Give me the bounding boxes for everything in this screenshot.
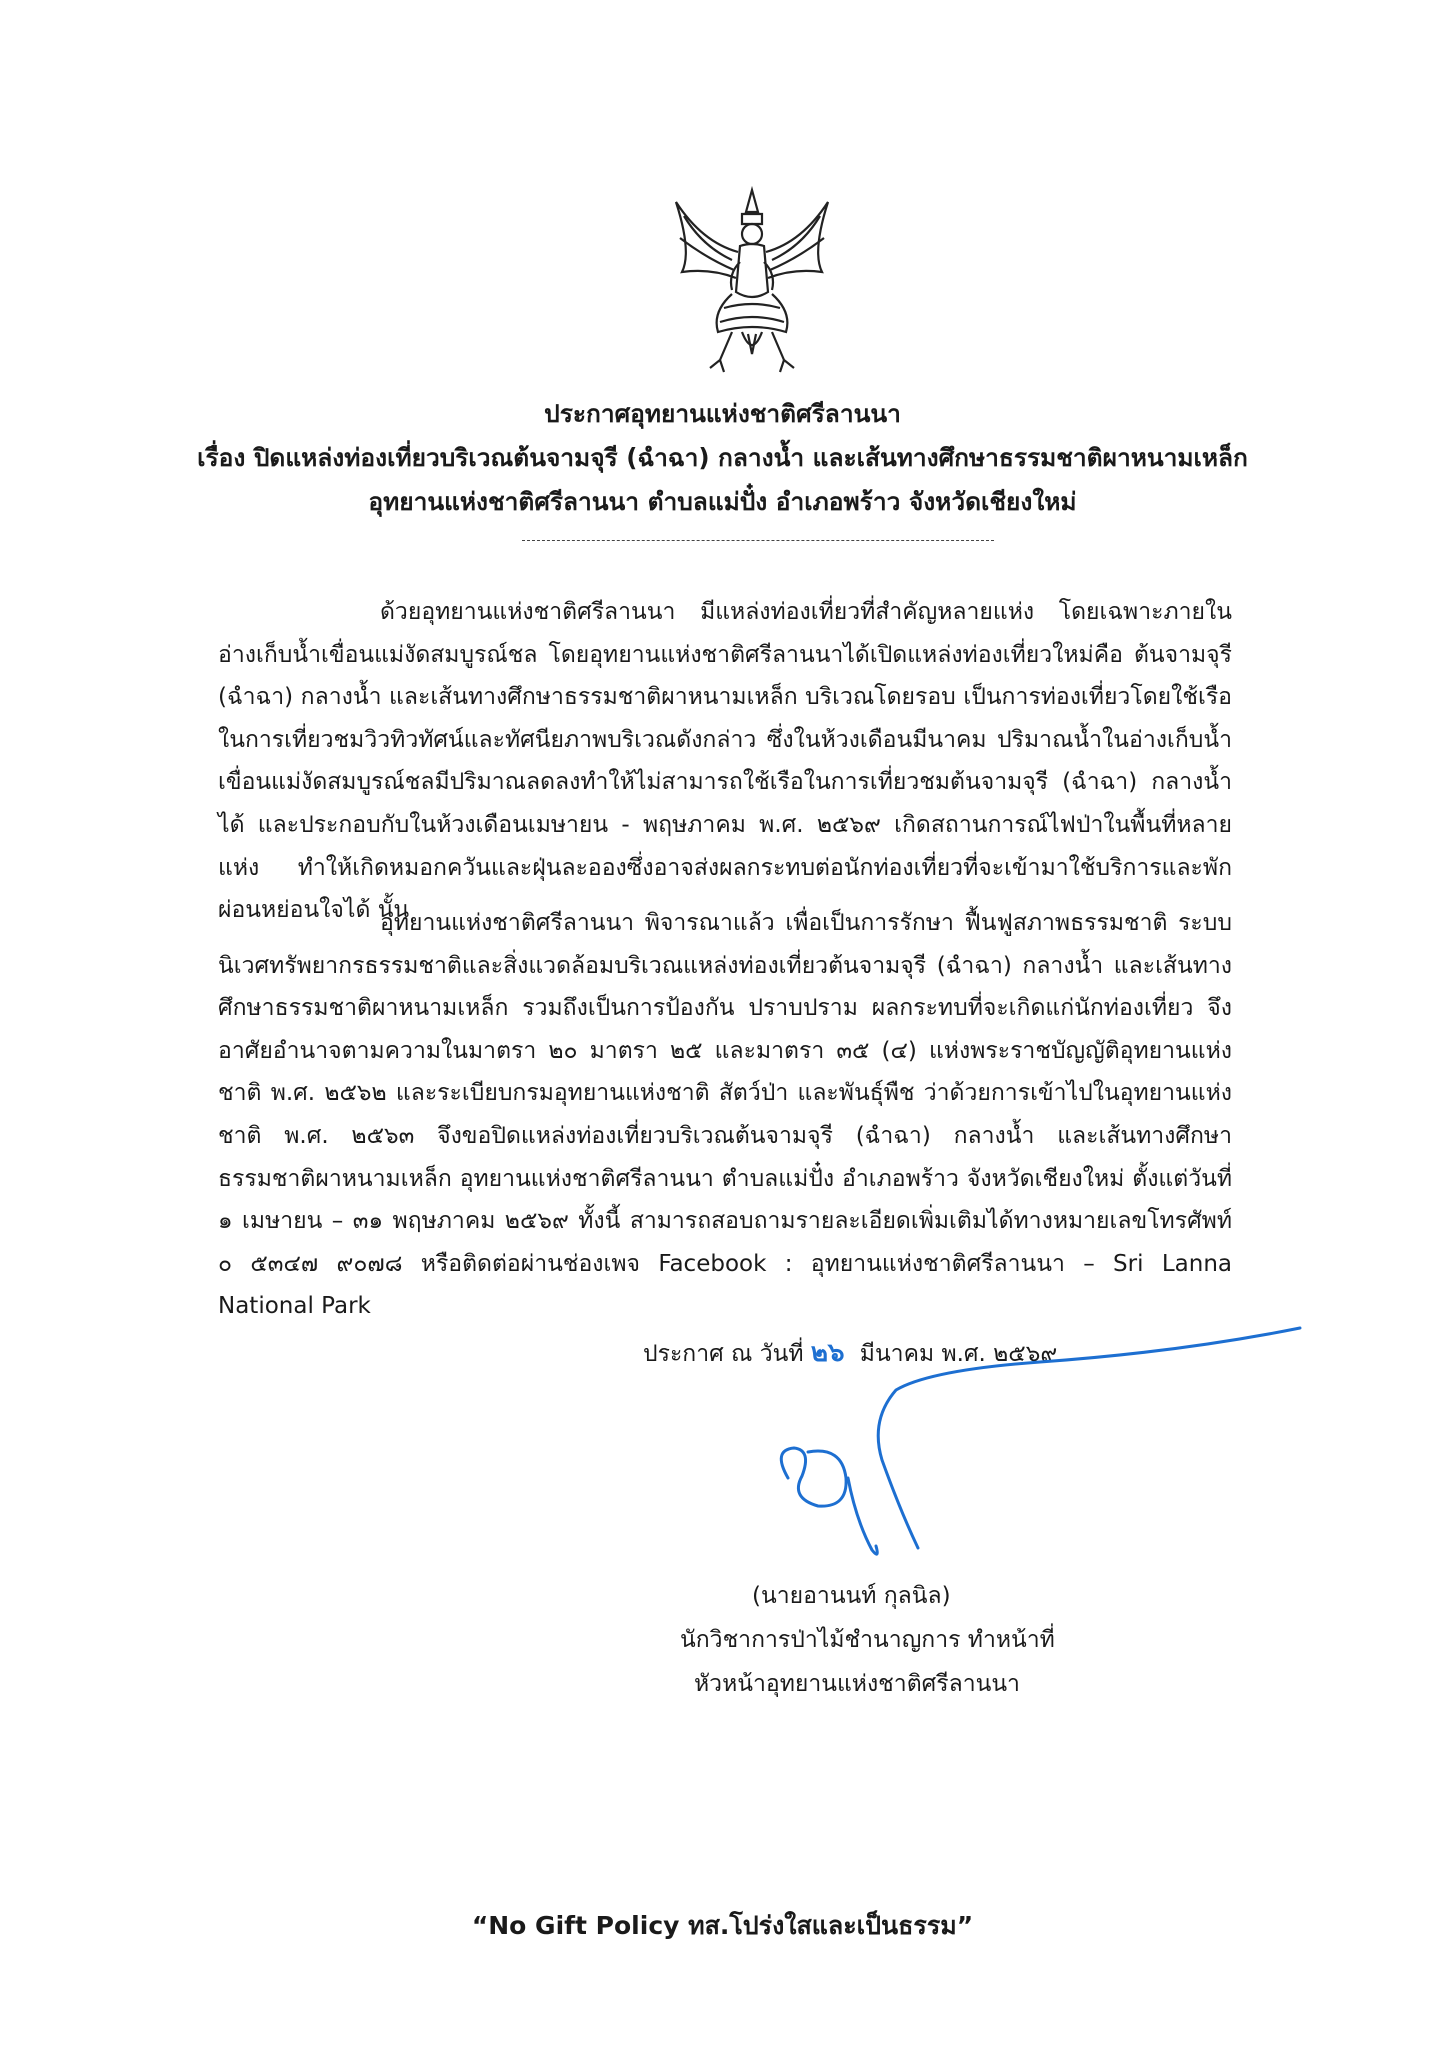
announcement-subject: เรื่อง ปิดแหล่งท่องเที่ยวบริเวณต้นจามจุรี (ฉำฉา) กลางน้ำ และเส้นทางศึกษาธรรมชาติผาหนามเหล็ก [197, 443, 1248, 472]
signatory-role: หัวหน้าอุทยานแห่งชาติศรีลานนา [694, 1671, 1020, 1697]
announcement-location: อุทยานแห่งชาติศรีลานนา ตำบลแม่ปั๋ง อำเภอพร้าว จังหวัดเชียงใหม่ [368, 487, 1077, 516]
announcement-title: ประกาศอุทยานแห่งชาติศรีลานนา [544, 399, 901, 428]
garuda-emblem-icon [662, 182, 842, 382]
dateline-month-year: มีนาคม พ.ศ. ๒๕๖๙ [859, 1341, 1058, 1367]
dateline-day: ๒๖ [810, 1338, 845, 1368]
title-divider [522, 540, 994, 541]
body-paragraph-1: ด้วยอุทยานแห่งชาติศรีลานนา มีแหล่งท่องเที่ยวที่สำคัญหลายแห่ง โดยเฉพาะภายในอ่างเก็บน้ำเขื่อนแม่งัดสมบูรณ์ชล โดยอุทยานแห่งชาติศรีลานนาได้เปิดแหล่งท่องเที่ยวใหม่คือ ต้นจามจุรี (ฉำฉา) กลางน้ำ และเส้นทางศึกษาธรรมชาติผาหนามเหล็ก บริเวณโดยรอบ เป็นการท่องเที่ยวโดยใช้เรือในการเที่ยวชมวิวทิวทัศน์และทัศนียภาพบริเวณดังกล่าว ซึ่งในห้วงเดือนมีนาคม ปริมาณน้ำในอ่างเก็บน้ำเขื่อนแม่งัดสมบูรณ์ชลมีปริมาณลดลงทำให้ไม่สามารถใช้เรือในการเที่ยวชมต้นจามจุรี (ฉำฉา) กลางน้ำได้ และประกอบกับในห้วงเดือนเมษายน - พฤษภาคม พ.ศ. ๒๕๖๙ เกิดสถานการณ์ไฟป่าในพื้นที่หลายแห่ง ทำให้เกิดหมอกควันและฝุ่นละอองซึ่งอาจส่งผลกระทบต่อนักท่องเที่ยวที่จะเข้ามาใช้บริการและพักผ่อนหย่อนใจได้ นั้น [218, 599, 1232, 924]
footer-slogan: “No Gift Policy ทส.โปร่งใสและเป็นธรรม” [471, 1911, 974, 1940]
dateline-prefix: ประกาศ ณ วันที่ [643, 1341, 804, 1367]
body-paragraph-2: อุทยานแห่งชาติศรีลานนา พิจารณาแล้ว เพื่อเป็นการรักษา ฟื้นฟูสภาพธรรมชาติ ระบบนิเวศทรัพยากรธรรมชาติและสิ่งแวดล้อมบริเวณแหล่งท่องเที่ยวต้นจามจุรี (ฉำฉา) กลางน้ำ และเส้นทางศึกษาธรรมชาติผาหนามเหล็ก รวมถึงเป็นการป้องกัน ปราบปราม ผลกระทบที่จะเกิดแก่นักท่องเที่ยว จึงอาศัยอำนาจตามความในมาตรา ๒๐ มาตรา ๒๕ และมาตรา ๓๕ (๔) แห่งพระราชบัญญัติอุทยานแห่งชาติ พ.ศ. ๒๕๖๒ และระเบียบกรมอุทยานแห่งชาติ สัตว์ป่า และพันธุ์พืช ว่าด้วยการเข้าไปในอุทยานแห่งชาติ พ.ศ. ๒๕๖๓ จึงขอปิดแหล่งท่องเที่ยวบริเวณต้นจามจุรี (ฉำฉา) กลางน้ำ และเส้นทางศึกษาธรรมชาติผาหนามเหล็ก อุทยานแห่งชาติศรีลานนา ตำบลแม่ปั๋ง อำเภอพร้าว จังหวัดเชียงใหม่ ตั้งแต่วันที่ ๑ เมษายน – ๓๑ พฤษภาคม ๒๕๖๙ ทั้งนี้ สามารถสอบถามรายละเอียดเพิ่มเติมได้ทางหมายเลขโทรศัพท์ ๐ ๕๓๔๗ ๙๐๗๘ หรือติดต่อผ่านช่องเพจ Facebook : อุทยานแห่งชาติศรีลานนา – Sri Lanna National Park [218, 910, 1232, 1320]
signatory-name: (นายอานนท์ กุลนิล) [752, 1583, 951, 1609]
signatory-position: นักวิชาการป่าไม้ชำนาญการ ทำหน้าที่ [680, 1627, 1055, 1653]
dateline [643, 1332, 1057, 1373]
